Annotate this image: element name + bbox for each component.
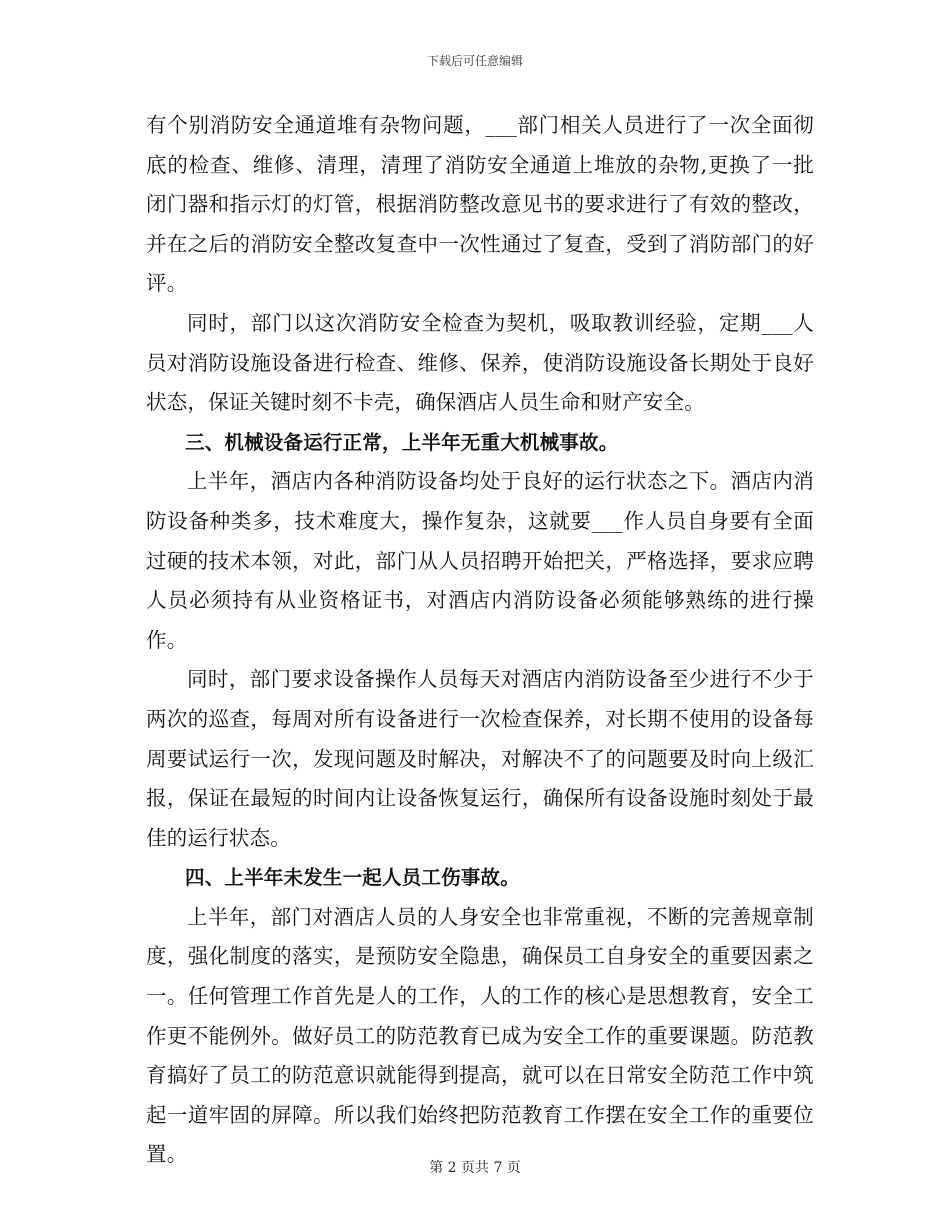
section-heading-4: 四、上半年未发生一起人员工伤事故。 [185, 866, 520, 890]
page-header: 下载后可任意编辑 [426, 54, 523, 68]
page-number: 第 2 页共 7 页 [429, 1160, 521, 1176]
paragraph-safety-education: 上半年，部门对酒店人员的人身安全也非常重视，不断的完善规章制度，强化制度的落实，是预防安全隐患，确保员工自身安全的重要因素之一。任何管理工作首先是人的工作，人的工作的核心是思想教育，安全工作更不能例外。做好员工的防范教育已成为安全工作的重要课题。防范教育搞好了员工的防范意识就能得到提高，就可以在日常安全防范工作中筑起一道牢固的屏障。所以我们始终把防范教育工作摆在安全工作的重要位置。 [146, 904, 814, 1167]
paragraph-equipment-operation: 上半年，酒店内各种消防设备均处于良好的运行状态之下。酒店内消防设备种类多，技术难度大，操作复杂，这就要___作人员自身要有全面过硬的技术本领，对此，部门从人员招聘开始把关，严格选择，要求应聘人员必须持有从业资格证书，对酒店内消防设备必须能够熟练的进行操作。 [146, 469, 814, 652]
paragraph-regular-maintenance: 同时，部门以这次消防安全检查为契机，吸取教训经验，定期___人员对消防设施设备进行检查、维修、保养，使消防设施设备长期处于良好状态，保证关键时刻不卡壳，确保酒店人员生命和财产安全。 [146, 310, 814, 415]
document-body [146, 106, 814, 1175]
paragraph-equipment-inspection: 同时，部门要求设备操作人员每天对酒店内消防设备至少进行不少于两次的巡查，每周对所有设备进行一次检查保养，对长期不使用的设备每周要试运行一次，发现问题及时解决，对解决不了的问题要及时向上级汇报，保证在最短的时间内让设备恢复运行，确保所有设备设施时刻处于最佳的运行状态。 [146, 667, 814, 850]
paragraph-fire-exit-cleanup: 有个别消防安全通道堆有杂物问题，___部门相关人员进行了一次全面彻底的检查、维修、清理，清理了消防安全通道上堆放的杂物,更换了一批闭门器和指示灯的灯管，根据消防整改意见书的要求进行了有效的整改，并在之后的消防安全整改复查中一次性通过了复查，受到了消防部门的好评。 [146, 113, 814, 296]
section-heading-3: 三、机械设备运行正常，上半年无重大机械事故。 [185, 430, 619, 454]
